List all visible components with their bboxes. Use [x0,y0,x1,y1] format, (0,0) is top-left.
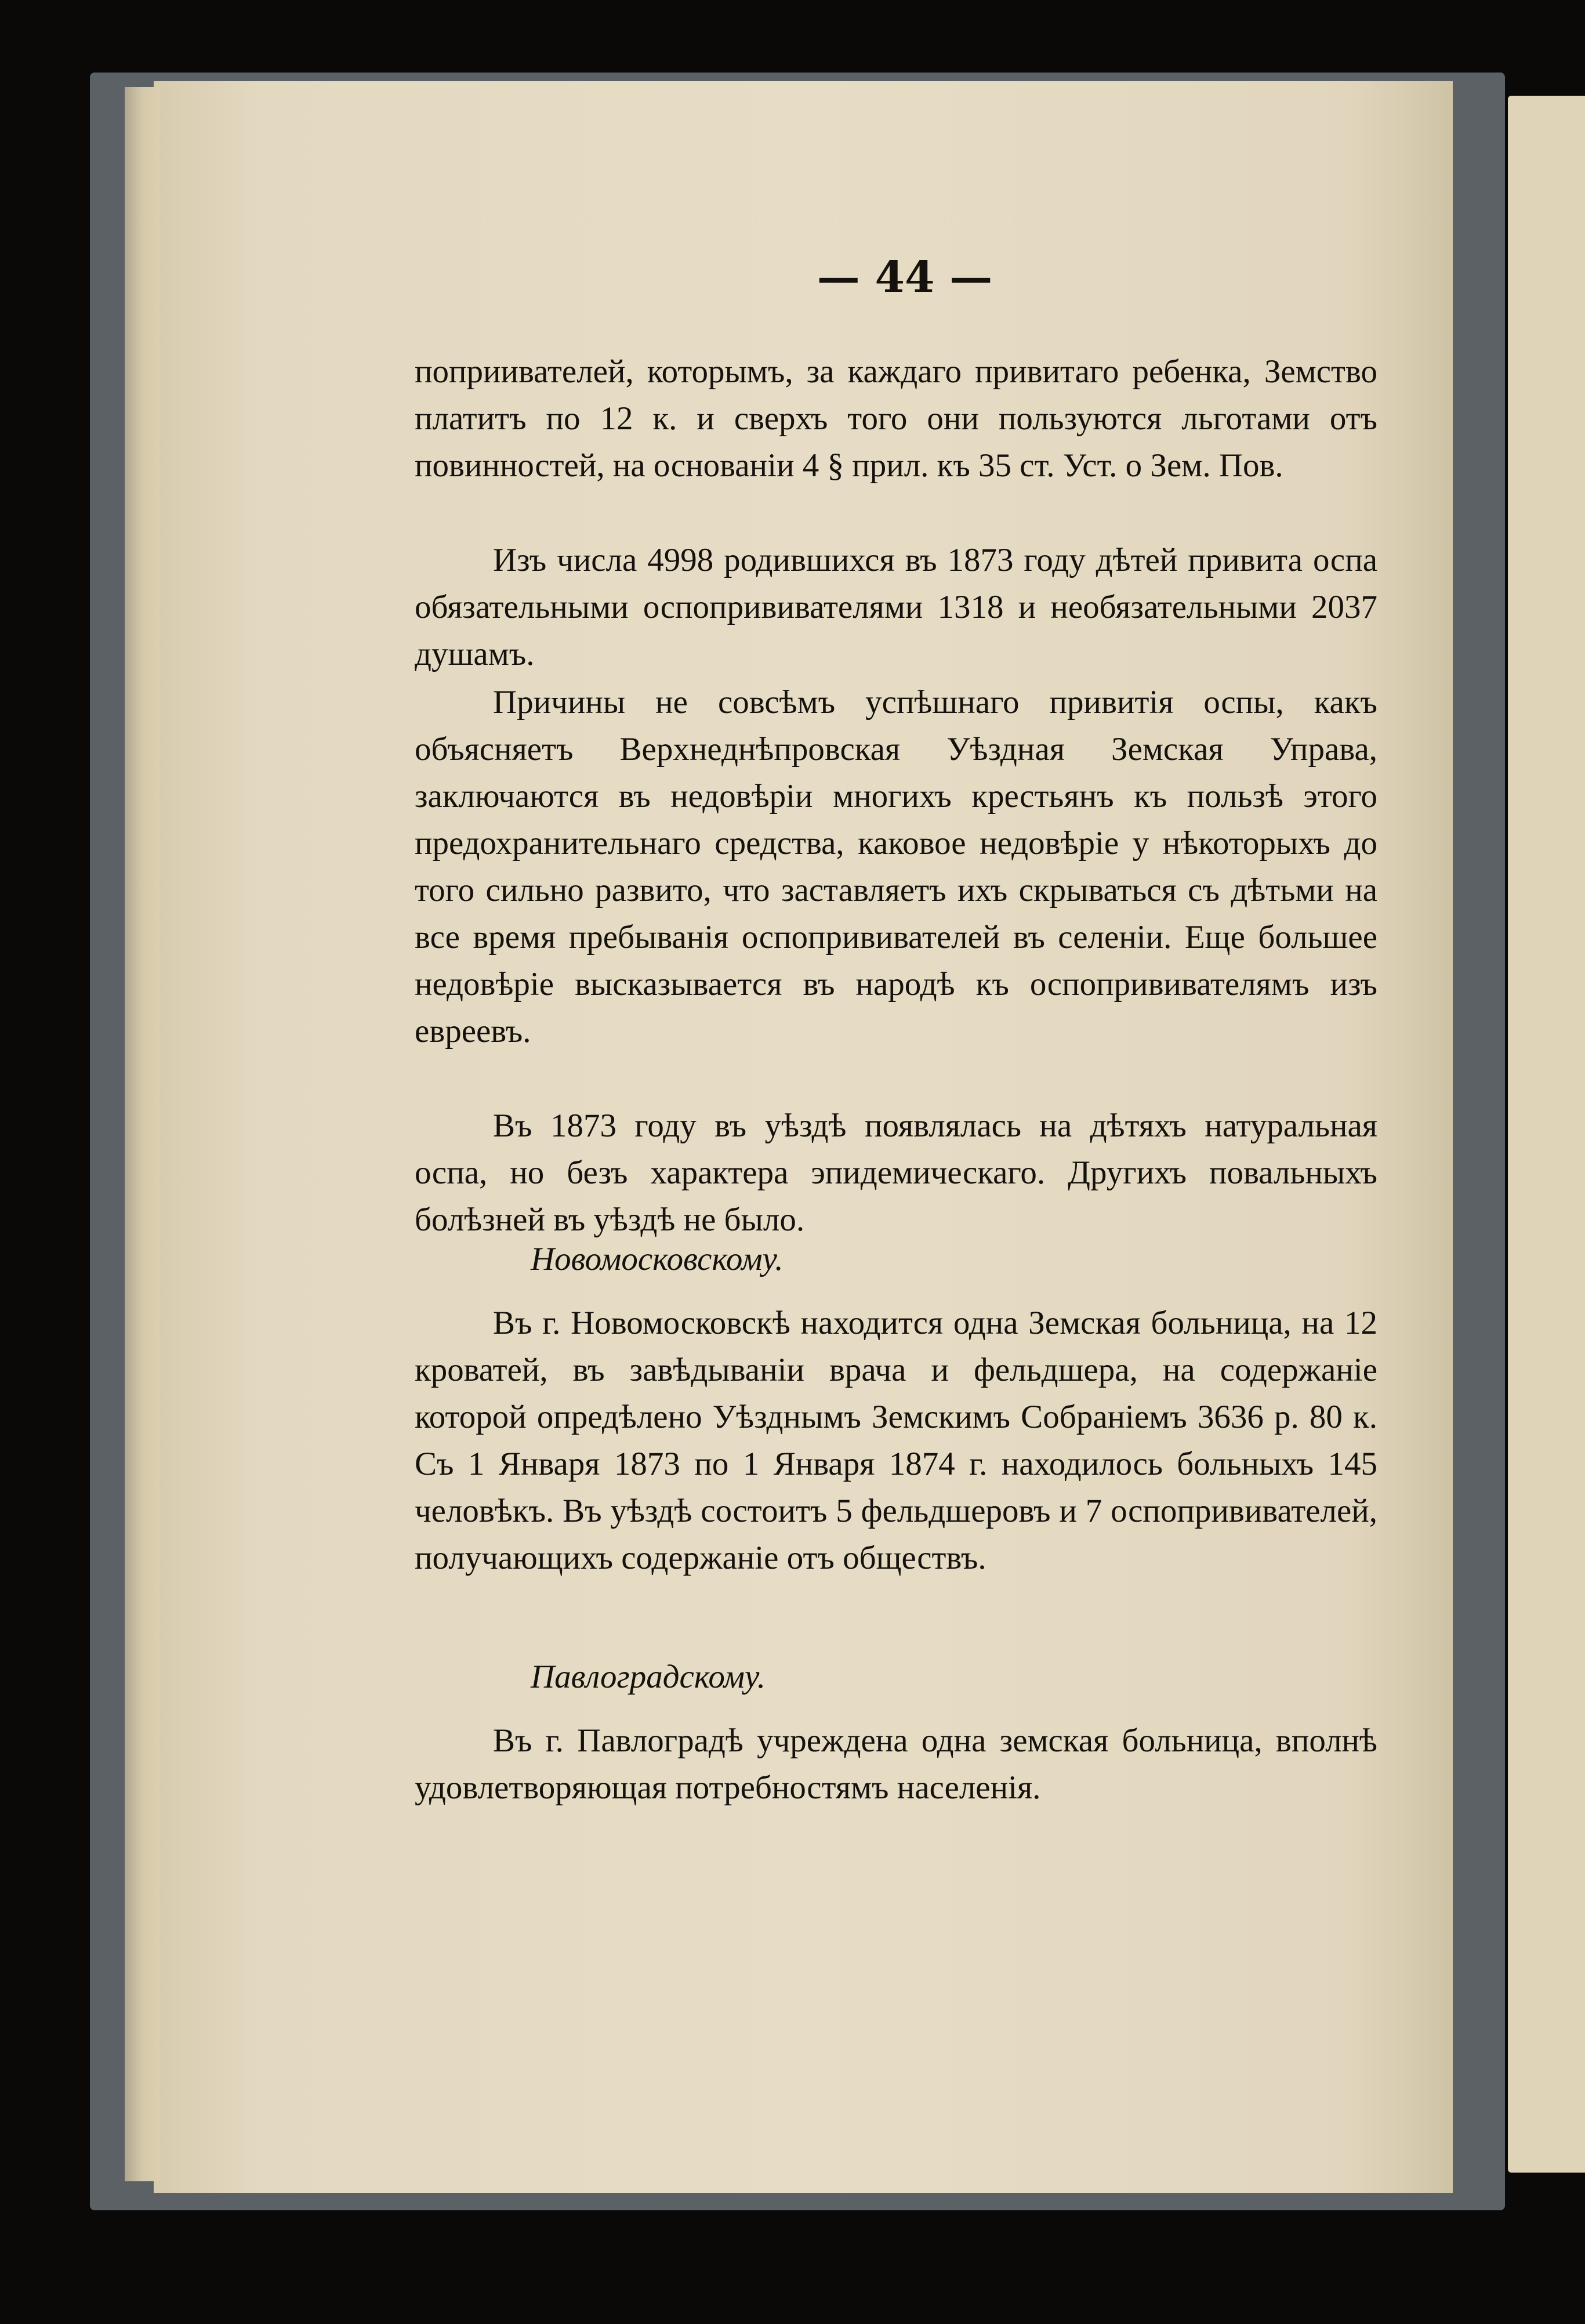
page-gutter-edge [125,87,159,2181]
paragraph-3: Причины не совсѣмъ успѣшнаго привитія оспы, какъ объясняетъ Верхнеднѣпровская Уѣздная Земская Управа, заключаются въ недовѣріи многихъ крестьянъ къ пользѣ этого предохранительнаго средства, каковое недовѣріе у нѣкоторыхъ до того сильно развито, что заставляетъ ихъ скрываться съ дѣтьми на все время пребыванія оспопрививателей въ селеніи. Еще большее недовѣріе высказывается въ народѣ къ оспопрививателямъ изъ евреевъ. [415,684,1377,1049]
paragraph-1: поприивателей, которымъ, за каждаго привитаго ребенка, Земство платитъ по 12 к. и сверхъ того они пользуются льготами отъ повинностей, на основаніи 4 § прил. къ 35 ст. Уст. о Зем. Пов. [415,353,1377,484]
section-heading-pavlograd: Павлоградскому. [531,1659,766,1695]
paragraph-6: Въ г. Павлоградѣ учреждена одна земская больница, вполнѣ удовлетворяющая потребностямъ населенія. [415,1722,1377,1806]
paragraph-5: Въ г. Новомосковскѣ находится одна Земская больница, на 12 кроватей, въ завѣдываніи врача и фельдшера, на содержаніе которой опредѣлено Уѣзднымъ Земскимъ Собраніемъ 3636 р. 80 к. Съ 1 Января 1873 по 1 Января 1874 г. находилось больныхъ 145 человѣкъ. Въ уѣздѣ состоитъ 5 фельдшеровъ и 7 оспопрививателей, получающихъ содержаніе отъ обществъ. [415,1305,1377,1576]
section-heading-novomoskovsk: Новомосковскому. [531,1241,784,1277]
right-page-edge [1508,96,1585,2173]
paragraph-4: Въ 1873 году въ уѣздѣ появлялась на дѣтяхъ натуральная оспа, но безъ характера эпидемическаго. Другихъ повальныхъ болѣзней въ уѣздѣ не было. [415,1107,1377,1238]
paragraph-2: Изъ числа 4998 родившихся въ 1873 году дѣтей привита оспа обязательными оспопрививателями 1318 и необязательными 2037 душамъ. [415,542,1377,672]
page-number: — 44 — [817,252,993,302]
